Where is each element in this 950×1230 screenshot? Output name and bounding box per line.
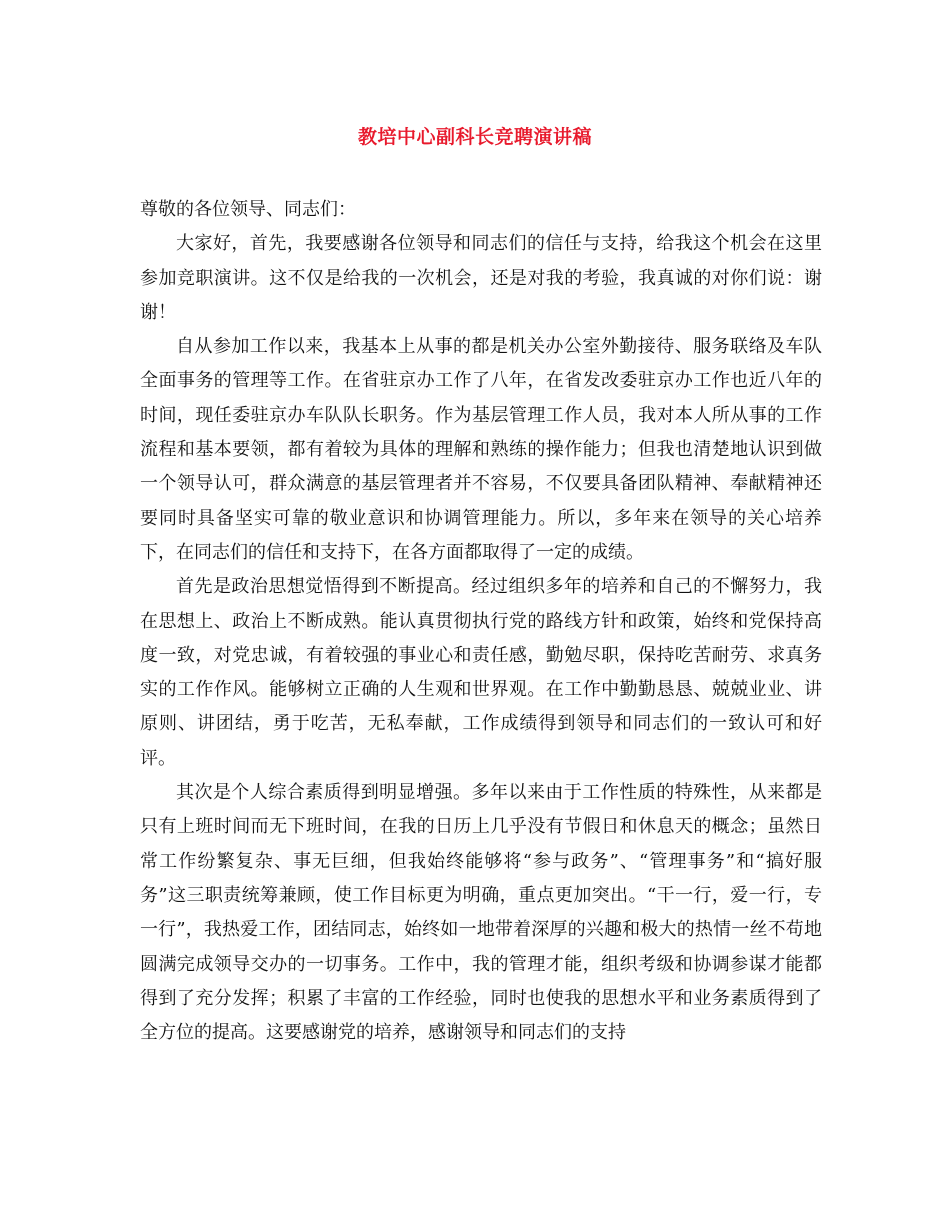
paragraph-1: 大家好，首先，我要感谢各位领导和同志们的信任与支持，给我这个机会在这里参加竞职演讲。这不仅是给我的一次机会，还是对我的考验，我真诚的对你们说：谢谢！ <box>140 233 822 323</box>
document-body <box>140 193 822 1050</box>
salutation: 尊敬的各位领导、同志们： <box>140 199 356 220</box>
paragraph-3: 首先是政治思想觉悟得到不断提高。经过组织多年的培养和自己的不懈努力，我在思想上、政治上不断成熟。能认真贯彻执行党的路线方针和政策，始终和党保持高度一致，对党忠诚，有着较强的事业心和责任感，勤勉尽职，保持吃苦耐劳、求真务实的工作作风。能够树立正确的人生观和世界观。在工作中勤勤恳恳、兢兢业业、讲原则、讲团结，勇于吃苦，无私奉献，工作成绩得到领导和同志们的一致认可和好评。 <box>140 576 822 769</box>
paragraph-4: 其次是个人综合素质得到明显增强。多年以来由于工作性质的特殊性，从来都是只有上班时间而无下班时间，在我的日历上几乎没有节假日和休息天的概念；虽然日常工作纷繁复杂、事无巨细，但我始终能够将“参与政务”、“管理事务”和“搞好服务”这三职责统筹兼顾，使工作目标更为明确，重点更加突出。“干一行，爱一行，专一行”，我热爱工作，团结同志，始终如一地带着深厚的兴趣和极大的热情一丝不苟地圆满完成领导交办的一切事务。工作中，我的管理才能，组织考级和协调参谋才能都得到了充分发挥；积累了丰富的工作经验，同时也使我的思想水平和业务素质得到了全方位的提高。这要感谢党的培养，感谢领导和同志们的支持 <box>140 782 822 1044</box>
paragraph-2: 自从参加工作以来，我基本上从事的都是机关办公室外勤接待、服务联络及车队全面事务的管理等工作。在省驻京办工作了八年，在省发改委驻京办工作也近八年的时间，现任委驻京办车队队长职务。作为基层管理工作人员，我对本人所从事的工作流程和基本要领，都有着较为具体的理解和熟练的操作能力；但我也清楚地认识到做一个领导认可，群众满意的基层管理者并不容易，不仅要具备团队精神、奉献精神还要同时具备坚实可靠的敬业意识和协调管理能力。所以，多年来在领导的关心培养下，在同志们的信任和支持下，在各方面都取得了一定的成绩。 <box>140 336 822 563</box>
document-title: 教培中心副科长竞聘演讲稿 <box>357 126 592 148</box>
